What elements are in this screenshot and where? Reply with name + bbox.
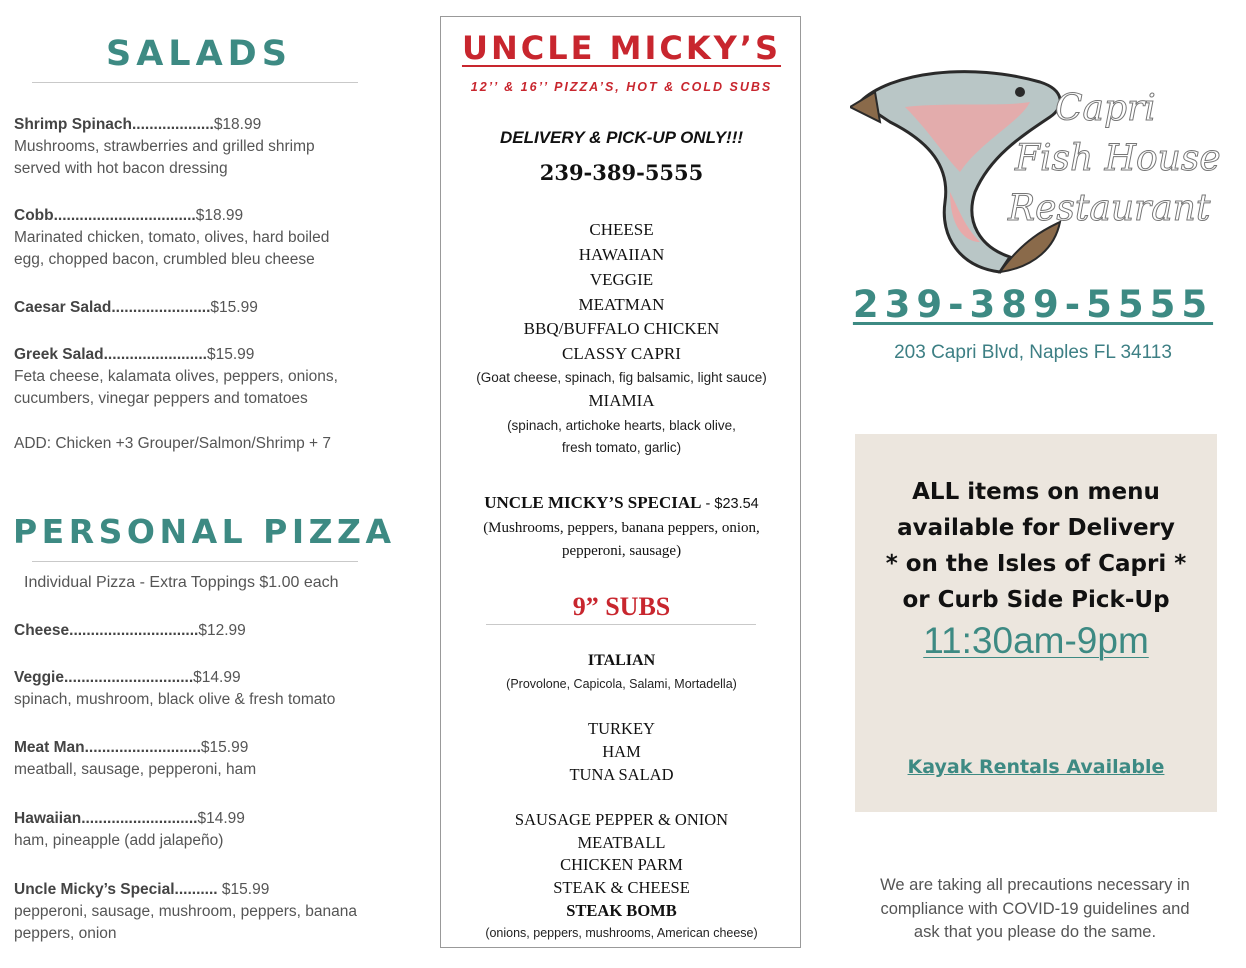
subs-title: 9” SUBS: [572, 592, 671, 621]
item-name: Meat Man...........................: [14, 739, 201, 756]
item-desc: served with hot bacon dressing: [14, 160, 228, 177]
item-desc: egg, chopped bacon, crumbled bleu cheese: [14, 251, 315, 268]
item-price: $15.99: [210, 299, 258, 316]
phone-number: 239-389-5555: [539, 160, 704, 185]
item-desc: Marinated chicken, tomato, olives, hard boiled: [14, 229, 330, 246]
item-name: Shrimp Spinach...................: [14, 116, 214, 133]
sub-option: ITALIAN: [587, 652, 656, 669]
special-price: - $23.54: [701, 496, 759, 512]
delivery-line: available for Delivery: [897, 515, 1175, 541]
delivery-line: ALL items on menu: [912, 479, 1160, 505]
sub-option-note: (Provolone, Capicola, Salami, Mortadella): [506, 677, 737, 691]
sub-option: CHICKEN PARM: [560, 855, 683, 874]
delivery-box: [855, 434, 1217, 812]
item-desc: peppers, onion: [14, 925, 117, 942]
covid-line: ask that you please do the same.: [913, 923, 1157, 941]
item-desc: meatball, sausage, pepperoni, ham: [14, 761, 257, 778]
menu-item: [14, 205, 394, 271]
subs-divider: [486, 624, 756, 625]
item-desc: Mushrooms, strawberries and grilled shrimp: [14, 138, 315, 155]
item-desc: spinach, mushroom, black olive & fresh tomato: [14, 691, 336, 708]
uncle-mickys-panel: [440, 16, 801, 948]
pizza-option-note: (Goat cheese, spinach, fig balsamic, light sauce): [476, 370, 767, 385]
sub-option: STEAK BOMB: [566, 901, 677, 920]
menu-item: [14, 667, 394, 711]
item-price: $12.99: [198, 622, 246, 639]
pizza-option: BBQ/BUFFALO CHICKEN: [523, 319, 720, 338]
special-line: [441, 493, 802, 513]
sub-option: MEATBALL: [577, 833, 666, 852]
menu-item: [14, 808, 394, 852]
pizza-option: MEATMAN: [578, 295, 665, 314]
pizza-note: Individual Pizza - Extra Toppings $1.00 each: [24, 574, 339, 591]
salads-divider: [32, 82, 358, 83]
menu-item: [14, 297, 394, 319]
item-price: $15.99: [217, 881, 270, 898]
salads-title: SALADS: [106, 34, 292, 74]
item-price: $14.99: [197, 810, 245, 827]
pizza-option-note: (spinach, artichoke hearts, black olive,: [507, 418, 736, 433]
item-name: Caesar Salad.......................: [14, 299, 211, 316]
sub-option: STEAK & CHEESE: [553, 878, 690, 897]
pizza-title: PERSONAL PIZZA: [13, 512, 396, 551]
logo-line: Restaurant: [1008, 188, 1211, 229]
menu-item: [14, 344, 394, 410]
item-desc: pepperoni, sausage, mushroom, peppers, banana: [14, 903, 357, 920]
item-name: Hawaiian...........................: [14, 810, 198, 827]
pizza-divider: [32, 561, 358, 562]
restaurant-phone[interactable]: 239-389-5555: [852, 283, 1214, 326]
pizza-option: HAWAIIAN: [578, 245, 665, 264]
item-name: Cheese..............................: [14, 622, 199, 639]
hours-link[interactable]: 11:30am-9pm: [923, 620, 1149, 661]
covid-line: We are taking all precautions necessary in: [880, 876, 1190, 894]
fish-logo: [850, 62, 1230, 274]
covid-line: compliance with COVID-19 guidelines and: [880, 899, 1190, 918]
delivery-line: * on the Isles of Capri *: [885, 551, 1187, 577]
pizza-option: VEGGIE: [589, 270, 654, 289]
item-price: $18.99: [195, 207, 244, 224]
special-name: UNCLE MICKY’S SPECIAL: [484, 493, 702, 512]
delivery-info: [855, 474, 1217, 618]
item-name: Uncle Micky’s Special..........: [14, 881, 218, 898]
delivery-line: or Curb Side Pick-Up: [902, 587, 1170, 613]
item-name: Greek Salad........................: [14, 346, 207, 363]
item-price: $18.99: [213, 116, 262, 133]
special-desc: [441, 517, 802, 563]
item-desc: Feta cheese, kalamata olives, peppers, onions,: [14, 368, 338, 385]
item-desc: cucumbers, vinegar peppers and tomatoes: [14, 390, 308, 407]
sub-option-note: (onions, peppers, mushrooms, American cheese): [485, 926, 758, 940]
covid-notice: [850, 874, 1220, 945]
pizza-option: MIAMIA: [588, 391, 655, 410]
sub-option: TUNA SALAD: [569, 765, 674, 784]
menu-item: [14, 737, 394, 781]
kayak-rentals-link[interactable]: Kayak Rentals Available: [907, 756, 1165, 778]
logo-line: Capri: [1055, 88, 1156, 129]
pizza-option: CLASSY CAPRI: [562, 344, 681, 363]
uncle-mickys-title: UNCLE MICKY’S: [461, 29, 782, 67]
sub-option: TURKEY: [588, 719, 655, 738]
item-price: $15.99: [200, 739, 249, 756]
item-name: Cobb.................................: [14, 207, 196, 224]
sub-option: HAM: [602, 742, 641, 761]
pizza-option: CHEESE: [589, 220, 654, 239]
restaurant-address: 203 Capri Blvd, Naples FL 34113: [894, 342, 1172, 363]
uncle-mickys-subtitle: 12’’ & 16’’ PIZZA’S, HOT & COLD SUBS: [470, 80, 773, 94]
special-desc-line: pepperoni, sausage): [561, 543, 682, 559]
pizza-option-note: fresh tomato, garlic): [561, 440, 682, 455]
salad-addons: ADD: Chicken +3 Grouper/Salmon/Shrimp + 7: [14, 435, 332, 452]
special-desc-line: (Mushrooms, peppers, banana peppers, onion,: [483, 520, 760, 536]
menu-item: [14, 879, 394, 945]
logo-line: Fish House: [1015, 138, 1221, 179]
item-price: $14.99: [193, 669, 241, 686]
item-name: Veggie..............................: [14, 669, 194, 686]
item-desc: ham, pineapple (add jalapeño): [14, 832, 224, 849]
item-price: $15.99: [206, 346, 255, 363]
right-column: [820, 0, 1246, 968]
left-column: [0, 0, 400, 968]
sub-option: SAUSAGE PEPPER & ONION: [514, 810, 729, 829]
menu-item: [14, 114, 394, 180]
menu-item: [14, 620, 394, 642]
delivery-notice: DELIVERY & PICK-UP ONLY!!!: [499, 128, 744, 147]
